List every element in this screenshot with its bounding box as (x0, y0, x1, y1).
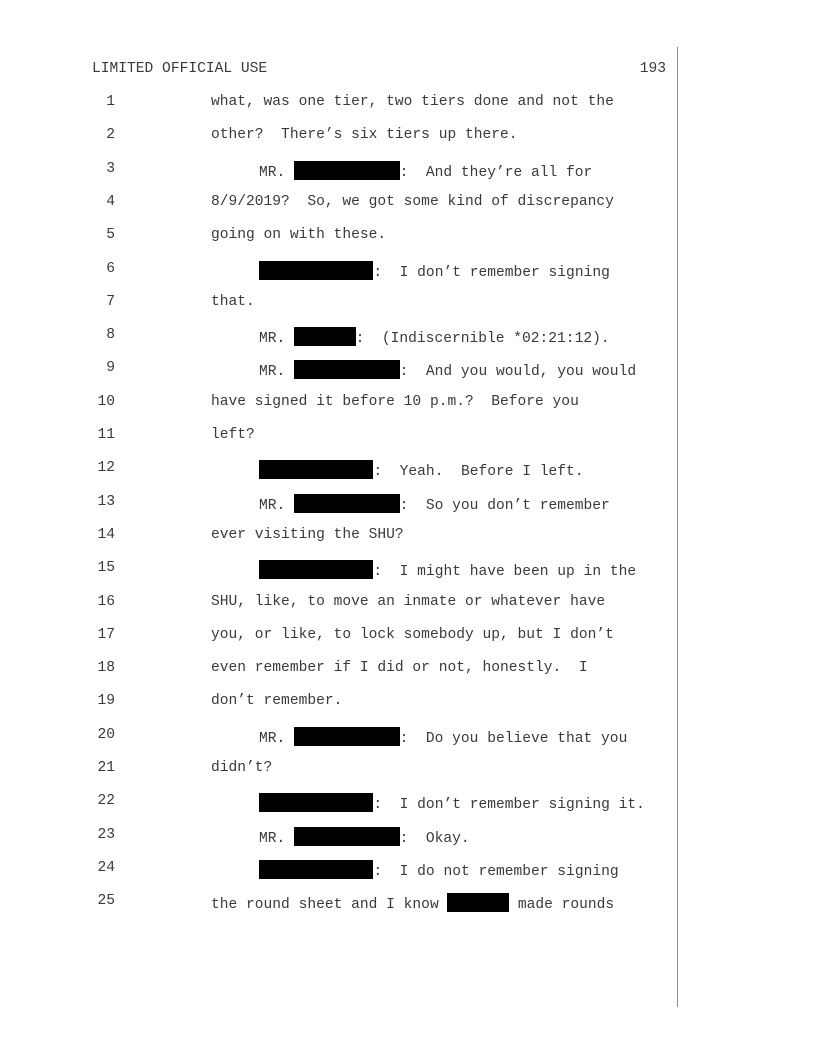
line-text-segment: : Do you believe that you (399, 730, 628, 747)
line-text (259, 827, 470, 847)
transcript-line (0, 494, 677, 514)
line-text (211, 394, 579, 410)
line-text-segment: MR. (259, 331, 295, 348)
line-text-segment: MR. (259, 164, 295, 181)
line-text-segment: SHU, like, to move an inmate or whatever have (211, 593, 606, 610)
line-text-segment: even remember if I did or not, honestly. I (211, 660, 588, 677)
line-text (259, 360, 636, 380)
line-text-segment: other? There’s six tiers up there. (211, 127, 518, 144)
transcript-line (0, 161, 677, 181)
transcript-line (0, 594, 677, 614)
redaction-box (259, 860, 373, 879)
line-text-segment: the round sheet and I know (211, 897, 448, 914)
line-number: 9 (106, 360, 115, 377)
line-text-segment: : I might have been up in the (373, 564, 637, 581)
redaction-box (259, 460, 373, 479)
transcript-line (0, 627, 677, 647)
right-margin-rule (677, 47, 678, 1007)
line-text (211, 194, 614, 210)
line-text (259, 261, 610, 281)
redaction-box (294, 827, 400, 846)
redaction-box (259, 261, 373, 280)
transcript-line (0, 760, 677, 780)
line-text-segment: : I do not remember signing (373, 863, 619, 880)
line-number: 14 (97, 526, 115, 543)
transcript-line (0, 827, 677, 847)
line-number: 20 (97, 726, 115, 743)
line-text-segment: MR. (259, 497, 295, 514)
line-number: 11 (97, 427, 115, 443)
transcript-line (0, 460, 677, 480)
transcript-line (0, 560, 677, 580)
line-text-segment: what, was one tier, two tiers done and not the (211, 94, 614, 110)
line-text-segment: MR. (259, 830, 295, 847)
line-number: 18 (97, 660, 115, 677)
transcript-line (0, 327, 677, 347)
line-text-segment: made rounds (509, 897, 615, 914)
line-text (259, 327, 610, 347)
transcript-line (0, 893, 677, 913)
line-text (259, 161, 592, 181)
line-number: 4 (106, 193, 115, 210)
line-text-segment: 8/9/2019? So, we got some kind of discrepancy (211, 193, 614, 210)
transcript-line (0, 294, 677, 314)
line-text (211, 227, 386, 243)
line-number: 19 (97, 693, 115, 710)
transcript-line (0, 127, 677, 147)
line-number: 21 (97, 760, 115, 776)
redaction-box (294, 727, 400, 746)
line-number: 3 (106, 160, 115, 177)
redaction-box (259, 560, 373, 579)
line-text-segment: : Yeah. Before I left. (373, 464, 584, 481)
transcript-line (0, 527, 677, 547)
line-number: 12 (97, 460, 115, 477)
transcript-line (0, 261, 677, 281)
redaction-box (294, 327, 356, 346)
line-text (211, 94, 614, 110)
line-number: 1 (106, 94, 115, 110)
line-number: 10 (97, 393, 115, 410)
line-number: 15 (97, 560, 115, 577)
transcript-line (0, 693, 677, 713)
line-number: 2 (106, 127, 115, 144)
transcript-line (0, 227, 677, 247)
line-text (259, 793, 645, 813)
line-number: 7 (106, 293, 115, 310)
transcript-line (0, 860, 677, 880)
redaction-box (294, 494, 400, 513)
line-text (259, 860, 619, 880)
line-text (259, 460, 584, 480)
line-text-segment: MR. (259, 364, 295, 381)
redaction-box (259, 793, 373, 812)
transcript-line (0, 360, 677, 380)
line-text (259, 494, 610, 514)
line-text-segment: MR. (259, 730, 295, 747)
line-text (211, 427, 255, 443)
line-text-segment: : Okay. (399, 830, 470, 847)
line-text (211, 693, 342, 709)
line-text (211, 594, 605, 610)
classification-marking: LIMITED OFFICIAL USE (92, 61, 268, 77)
line-number: 24 (97, 859, 115, 876)
line-number: 23 (97, 826, 115, 843)
line-text-segment: that. (211, 293, 255, 310)
redaction-box (447, 893, 509, 912)
line-text-segment: left? (211, 427, 255, 443)
line-text-segment: : I don’t remember signing (373, 264, 610, 281)
transcript-line (0, 727, 677, 747)
transcript-line (0, 94, 677, 114)
line-text-segment: : (Indiscernible *02:21:12). (355, 331, 610, 348)
line-number: 13 (97, 493, 115, 510)
line-text-segment: didn’t? (211, 760, 273, 776)
line-text (211, 660, 588, 676)
line-number: 6 (106, 260, 115, 277)
redaction-box (294, 161, 400, 180)
line-text-segment: : And they’re all for (399, 164, 593, 181)
line-text (211, 127, 518, 143)
transcript-line (0, 793, 677, 813)
transcript-line (0, 194, 677, 214)
line-number: 25 (97, 893, 115, 910)
line-text (211, 760, 272, 776)
line-number: 17 (97, 626, 115, 643)
line-text-segment: don’t remember. (211, 693, 343, 710)
redaction-box (294, 360, 400, 379)
line-text (259, 560, 636, 580)
line-number: 5 (106, 227, 115, 244)
transcript-line (0, 394, 677, 414)
line-text-segment: have signed it before 10 p.m.? Before you (211, 393, 579, 410)
line-text (211, 527, 404, 543)
line-text-segment: : So you don’t remember (399, 497, 610, 514)
line-text-segment: : I don’t remember signing it. (373, 797, 645, 814)
page-number: 193 (639, 61, 666, 77)
line-number: 22 (97, 793, 115, 810)
line-text (211, 294, 255, 310)
transcript-line (0, 427, 677, 447)
line-text (259, 727, 627, 747)
line-text-segment: going on with these. (211, 227, 387, 244)
line-number: 8 (106, 327, 115, 344)
line-text (211, 627, 614, 643)
line-text (211, 893, 614, 913)
line-number: 16 (97, 593, 115, 610)
line-text-segment: you, or like, to lock somebody up, but I don’t (211, 626, 614, 643)
transcript-line (0, 660, 677, 680)
line-text-segment: ever visiting the SHU? (211, 526, 404, 543)
line-text-segment: : And you would, you would (399, 364, 637, 381)
